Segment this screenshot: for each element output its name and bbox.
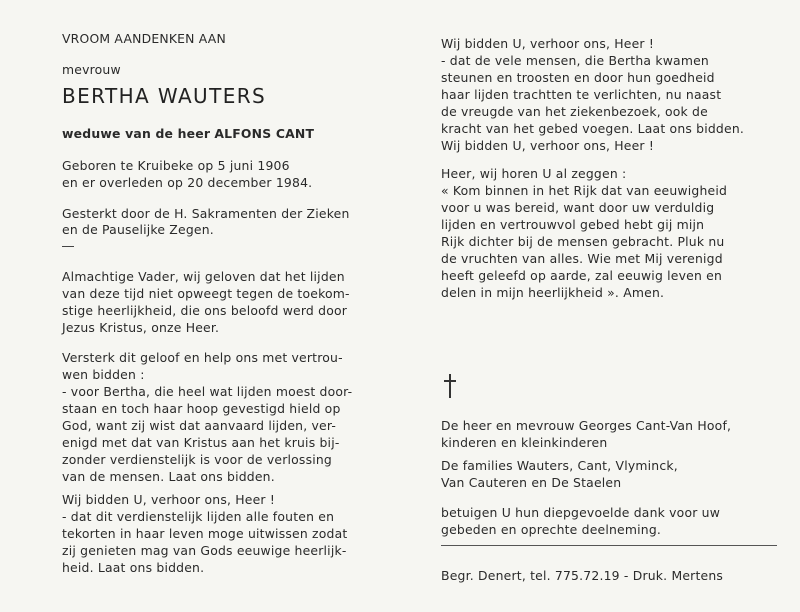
prayer-line: Wij bidden U, verhoor ons, Heer !	[441, 36, 655, 51]
prayer-line: tekorten in haar leven moge uitwissen zodat	[62, 526, 348, 541]
prayer-line: heeft geleefd op aarde, zal eeuwig leven en	[441, 268, 723, 283]
prayer-line: lijden en vertrouwvol gebed hebt gij mijn	[441, 217, 705, 232]
prayer-line: - dat de vele mensen, die Bertha kwamen	[441, 53, 709, 68]
widow-prefix: weduwe van de heer	[62, 126, 211, 141]
prayer-line: stige heerlijkheid, die ons beloofd werd door	[62, 303, 348, 318]
widow-line	[62, 126, 314, 142]
prayer-line: Wij bidden U, verhoor ons, Heer !	[441, 138, 655, 153]
prayer-line: Wij bidden U, verhoor ons, Heer !	[62, 492, 276, 507]
prayer-line: Rijk dichter bij de mensen gebracht. Pluk nu	[441, 234, 725, 249]
cross-icon	[443, 374, 457, 398]
prayer-line: van deze tijd niet opweegt tegen de toekom-	[62, 286, 350, 301]
prayer-line: God, want zij wist dat aanvaard lijden, ver-	[62, 418, 337, 433]
footer-rule	[441, 545, 777, 546]
family-line: kinderen en kleinkinderen	[441, 435, 608, 450]
prayer-line: zij genieten mag van Gods eeuwige heerlijk-	[62, 543, 347, 558]
prayer-line: haar lijden trachtten te verlichten, nu naast	[441, 87, 722, 102]
prayer-line: « Kom binnen in het Rijk dat van eeuwigheid	[441, 183, 728, 198]
family-line: De heer en mevrouw Georges Cant-Van Hoof,	[441, 418, 732, 433]
prayer-line: delen in mijn heerlijkheid ». Amen.	[441, 285, 665, 300]
sacraments-line: Gesterkt door de H. Sakramenten der Zieken	[62, 206, 350, 221]
prayer-line: de vruchten van alles. Wie met Mij verenigd	[441, 251, 723, 266]
prayer-line: zonder verdienstelijk is voor de verlossing	[62, 452, 332, 467]
prayer-line: Versterk dit geloof en help ons met vertrou-	[62, 350, 343, 365]
family-line: Van Cauteren en De Staelen	[441, 475, 622, 490]
prayer-line: enigd met dat van Kristus aan het kruis bij-	[62, 435, 340, 450]
prayer-line: voor u was bereid, want door uw verduldig	[441, 200, 715, 215]
prayer-line: - dat dit verdienstelijk lijden alle fouten en	[62, 509, 335, 524]
prayer-line: de vreugde van het ziekenbezoek, ook de	[441, 104, 708, 119]
family-line: De families Wauters, Cant, Vlyminck,	[441, 458, 678, 473]
prayer-line: Heer, wij horen U al zeggen :	[441, 166, 627, 181]
salutation: mevrouw	[62, 62, 121, 77]
birth-line: Geboren te Kruibeke op 5 juni 1906	[62, 158, 290, 173]
thanks-line: betuigen U hun diepgevoelde dank voor uw	[441, 505, 721, 520]
prayer-line: wen bidden :	[62, 367, 145, 382]
printer-footer: Begr. Denert, tel. 775.72.19 - Druk. Mertens	[441, 568, 724, 583]
prayer-line: staan en toch haar hoop gevestigd hield op	[62, 401, 341, 416]
deceased-name: BERTHA WAUTERS	[62, 84, 267, 108]
intro-text: VROOM AANDENKEN AAN	[62, 31, 226, 46]
prayer-line: steunen en troosten en door hun goedheid	[441, 70, 715, 85]
prayer-line: kracht van het gebed voegen. Laat ons bidden.	[441, 121, 745, 136]
sacraments-line: en de Pauselijke Zegen.	[62, 222, 214, 237]
death-line: en er overleden op 20 december 1984.	[62, 175, 313, 190]
husband-name: ALFONS CANT	[214, 126, 315, 141]
prayer-line: heid. Laat ons bidden.	[62, 560, 205, 575]
thanks-line: gebeden en oprechte deelneming.	[441, 522, 662, 537]
separator-dash	[62, 246, 74, 247]
prayer-line: Jezus Kristus, onze Heer.	[62, 320, 220, 335]
prayer-line: van de mensen. Laat ons bidden.	[62, 469, 275, 484]
prayer-line: Almachtige Vader, wij geloven dat het lijden	[62, 269, 345, 284]
prayer-line: - voor Bertha, die heel wat lijden moest door-	[62, 384, 353, 399]
